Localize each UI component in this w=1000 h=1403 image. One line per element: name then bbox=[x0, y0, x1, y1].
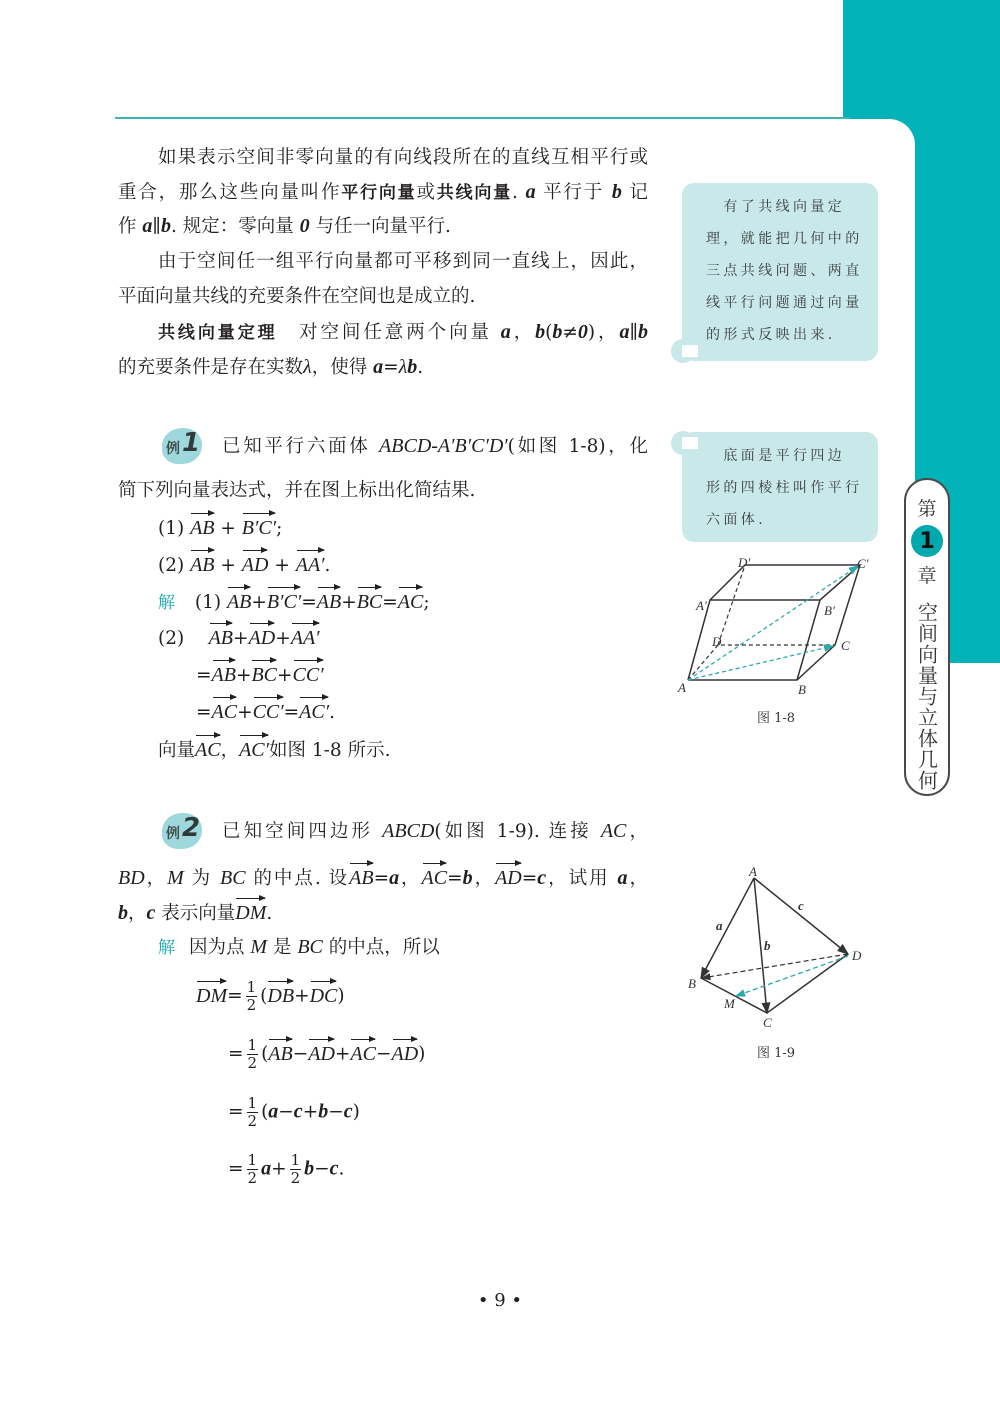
vector-symbol: AB bbox=[209, 623, 233, 651]
text-run: 因为点 bbox=[189, 937, 251, 958]
vector-symbol: AD bbox=[495, 863, 522, 891]
text-run: + bbox=[277, 665, 293, 686]
text-run: ， bbox=[510, 322, 536, 343]
text-line bbox=[196, 697, 726, 726]
chapter-number: 1 bbox=[911, 525, 943, 557]
note-line: 理，就能把几何中的 bbox=[706, 231, 863, 247]
vector-symbol: AB bbox=[190, 513, 214, 541]
text-line bbox=[158, 145, 648, 171]
text-run: + bbox=[251, 592, 267, 613]
text-run: (如图 1-8)，化 bbox=[507, 436, 648, 457]
text-run: ， bbox=[128, 903, 147, 924]
vector-symbol: AA′ bbox=[291, 623, 320, 651]
text-line bbox=[158, 550, 688, 579]
vector-symbol: B′C′ bbox=[267, 587, 301, 615]
math-symbol: b bbox=[611, 181, 622, 203]
note-pointer-icon bbox=[668, 336, 698, 366]
fraction-numerator: 1 bbox=[247, 1151, 258, 1169]
math-symbol: BD bbox=[118, 867, 145, 889]
text-run: = bbox=[521, 868, 538, 889]
text-line bbox=[158, 623, 688, 652]
vector-symbol: AC bbox=[422, 863, 448, 891]
vertex-label: A bbox=[749, 864, 757, 879]
text-line bbox=[228, 1152, 758, 1187]
text-run: = bbox=[447, 868, 463, 889]
text-run: 已知平行六面体 bbox=[222, 436, 380, 457]
vector-symbol: DC bbox=[310, 981, 338, 1009]
text-run: ， bbox=[144, 868, 168, 889]
math-symbol: c bbox=[146, 902, 156, 924]
text-run: 如图 1-8 所示. bbox=[269, 740, 391, 761]
text-run: = bbox=[228, 1158, 244, 1180]
text-run: = bbox=[383, 357, 399, 378]
vector-symbol: AB bbox=[190, 550, 214, 578]
text-line bbox=[222, 818, 648, 844]
math-symbol: a bbox=[373, 356, 384, 378]
text-run: 由于空间任一组平行向量都可平移到同一直线上，因此， bbox=[158, 251, 648, 272]
text-run: 记 bbox=[621, 182, 649, 203]
note-line: 六面体. bbox=[706, 512, 767, 528]
vertex-label: M bbox=[724, 996, 735, 1011]
text-run: )， bbox=[587, 322, 620, 343]
fraction-numerator: 1 bbox=[247, 1094, 258, 1112]
page-number: • 9 • bbox=[477, 1290, 523, 1311]
text-run: = bbox=[283, 702, 300, 723]
text-line bbox=[158, 513, 688, 542]
text-run: (1) bbox=[189, 592, 227, 613]
vertex-label: A bbox=[678, 680, 686, 695]
text-run: (2) bbox=[158, 555, 191, 576]
text-run: 作 bbox=[118, 216, 143, 237]
solution-label: 解 bbox=[158, 938, 175, 958]
text-run: ; bbox=[423, 592, 430, 613]
example-1-badge bbox=[160, 428, 206, 464]
text-run: + bbox=[334, 1043, 351, 1065]
text-run: = bbox=[196, 665, 212, 686]
vertex-label: A′ bbox=[696, 598, 707, 613]
text-run: = bbox=[196, 702, 212, 723]
text-line bbox=[158, 249, 648, 275]
vector-symbol: DM bbox=[196, 981, 227, 1009]
chapter-title: 空间向量与立体几何 bbox=[914, 602, 939, 791]
text-run: 表示向量 bbox=[155, 903, 236, 924]
text-line bbox=[196, 979, 726, 1014]
text-run: 对空间任意两个向量 bbox=[277, 322, 501, 343]
text-run: ; bbox=[276, 518, 283, 539]
text-run: (2) bbox=[158, 628, 209, 649]
text-run: (1) bbox=[158, 518, 191, 539]
math-symbol: b bbox=[462, 867, 473, 889]
text-run: + bbox=[233, 628, 249, 649]
text-run: 平面向量共线的充要条件在空间也是成立的. bbox=[118, 286, 476, 307]
example-number: 2 bbox=[182, 813, 201, 843]
text-run: = bbox=[227, 985, 243, 1007]
vector-symbol: AC bbox=[350, 1039, 376, 1067]
vertex-label: C bbox=[841, 638, 850, 653]
text-run: ∥ bbox=[152, 216, 161, 237]
math-symbol: λ bbox=[398, 356, 408, 378]
solution-label: 解 bbox=[158, 593, 175, 613]
text-run: 重合，那么这些向量叫作 bbox=[118, 182, 342, 203]
text-line bbox=[118, 354, 648, 381]
text-run: + bbox=[268, 555, 296, 576]
vector-symbol: AB bbox=[317, 587, 341, 615]
text-run: ，使得 bbox=[311, 357, 374, 378]
math-symbol: ABCD bbox=[382, 820, 435, 842]
note-pointer-icon bbox=[668, 428, 698, 458]
chapter-prefix: 第 bbox=[917, 498, 937, 520]
text-run: 平行于 bbox=[535, 182, 612, 203]
text-run: ( bbox=[545, 322, 553, 343]
text-run: + bbox=[214, 555, 242, 576]
text-run: . bbox=[417, 357, 424, 378]
text-run: = bbox=[301, 592, 317, 613]
margin-note-collinear bbox=[682, 183, 878, 361]
vector-symbol: CC′ bbox=[253, 697, 284, 725]
math-symbol: b bbox=[407, 356, 418, 378]
example-number: 1 bbox=[182, 428, 201, 458]
math-symbol: a bbox=[619, 321, 630, 343]
example-word: 例 bbox=[166, 826, 180, 842]
text-line bbox=[222, 433, 648, 459]
note-line: 底面是平行四边 bbox=[706, 448, 846, 464]
text-line bbox=[118, 863, 648, 889]
figure-caption: 图 1-8 bbox=[757, 711, 796, 726]
math-symbol: AC bbox=[600, 820, 627, 842]
math-symbol: M bbox=[250, 936, 268, 958]
text-line bbox=[228, 1037, 758, 1072]
text-run: + bbox=[271, 1158, 287, 1180]
text-run: 如果表示空间非零向量的有向线段所在的直线互相平行或 bbox=[158, 147, 648, 168]
fraction bbox=[247, 1152, 259, 1187]
math-symbol: M bbox=[167, 867, 184, 889]
fraction-denominator: 2 bbox=[290, 1169, 301, 1187]
note-line: 有了共线向量定 bbox=[706, 199, 846, 215]
math-symbol: a bbox=[525, 181, 536, 203]
text-run: ) bbox=[352, 1101, 360, 1123]
math-symbol: BC bbox=[297, 936, 323, 958]
example-word: 例 bbox=[166, 441, 180, 457]
vector-label: c bbox=[798, 898, 804, 913]
vector-symbol: AD bbox=[242, 550, 269, 578]
math-symbol: 0 bbox=[299, 215, 310, 237]
math-symbol: c bbox=[343, 1100, 353, 1123]
math-symbol: a bbox=[142, 215, 153, 237]
math-symbol: a bbox=[389, 867, 400, 889]
math-symbol: b bbox=[318, 1100, 329, 1123]
math-symbol: a bbox=[617, 867, 628, 889]
fraction bbox=[246, 979, 258, 1014]
text-run: + bbox=[275, 628, 291, 649]
bold-term: 平行向量 bbox=[341, 183, 417, 203]
vertex-label: D′ bbox=[738, 555, 751, 570]
fraction bbox=[290, 1152, 302, 1187]
text-run: + bbox=[302, 1101, 319, 1123]
note-line: 三点共线问题、两直 bbox=[706, 263, 863, 279]
text-run: + bbox=[237, 702, 253, 723]
vector-symbol: AD bbox=[249, 623, 276, 651]
text-run: ， bbox=[220, 740, 240, 761]
text-run: . bbox=[324, 555, 331, 576]
text-run: 已知空间四边形 bbox=[222, 821, 383, 842]
text-run: ( bbox=[260, 985, 268, 1007]
vector-label: a bbox=[716, 918, 723, 933]
text-run: . bbox=[338, 1158, 345, 1180]
text-run: 是 bbox=[267, 937, 298, 958]
figure-1-8-parallelepiped bbox=[670, 550, 880, 710]
text-run: . bbox=[512, 182, 526, 203]
math-symbol: b bbox=[118, 902, 128, 924]
text-line bbox=[118, 898, 648, 927]
text-run: − bbox=[328, 1101, 344, 1123]
vector-symbol: BC bbox=[357, 587, 383, 615]
math-symbol: 0 bbox=[577, 321, 588, 343]
vector-symbol: AB bbox=[268, 1039, 292, 1067]
note-line: 线平行问题通过向量 bbox=[706, 295, 863, 311]
example-2-badge bbox=[160, 813, 206, 849]
text-run: . bbox=[266, 903, 273, 924]
text-run: 简下列向量表达式，并在图上标出化简结果. bbox=[118, 480, 476, 501]
text-line bbox=[228, 1095, 758, 1130]
math-symbol: b bbox=[535, 321, 546, 343]
text-run: + bbox=[214, 518, 242, 539]
math-symbol: b bbox=[160, 215, 171, 237]
bold-term: 共线向量定理 bbox=[158, 323, 278, 343]
text-run: ≠ bbox=[562, 322, 578, 343]
vector-symbol: AB bbox=[212, 660, 236, 688]
text-run: ，试用 bbox=[546, 868, 618, 889]
text-run: ) bbox=[418, 1043, 426, 1065]
note-line: 形的四棱柱叫作平行 bbox=[706, 480, 863, 496]
text-line bbox=[158, 587, 688, 616]
bold-term: 共线向量 bbox=[436, 183, 512, 203]
text-run: . 规定：零向量 bbox=[170, 216, 300, 237]
fraction-numerator: 1 bbox=[246, 978, 257, 996]
vector-symbol: AB bbox=[227, 587, 251, 615]
vector-symbol: DM bbox=[235, 898, 266, 926]
math-symbol: b bbox=[552, 321, 563, 343]
text-run: ， bbox=[472, 868, 496, 889]
vertex-label: C bbox=[763, 1015, 772, 1030]
fraction-numerator: 1 bbox=[247, 1036, 258, 1054]
vector-label: b bbox=[764, 938, 771, 953]
fraction-denominator: 2 bbox=[247, 1054, 258, 1072]
text-run: 与任一向量平行. bbox=[309, 216, 451, 237]
text-run: + bbox=[341, 592, 357, 613]
math-symbol: b bbox=[638, 321, 649, 343]
vertex-label: D bbox=[712, 634, 722, 649]
figure-caption: 图 1-9 bbox=[757, 1046, 796, 1061]
text-run: − bbox=[375, 1043, 392, 1065]
text-run: . bbox=[329, 702, 335, 723]
vector-symbol: CC′ bbox=[293, 660, 324, 688]
text-run: 或 bbox=[416, 182, 437, 203]
fraction bbox=[247, 1095, 259, 1130]
text-line bbox=[158, 319, 648, 345]
text-run: ( bbox=[261, 1101, 269, 1123]
text-run: ， bbox=[627, 868, 648, 889]
math-symbol: λ bbox=[303, 356, 312, 378]
vector-symbol: AD bbox=[392, 1039, 419, 1067]
text-run: − bbox=[292, 1043, 309, 1065]
text-run: ， bbox=[399, 868, 422, 889]
header-rule bbox=[115, 117, 850, 119]
text-line bbox=[118, 284, 648, 310]
text-run: = bbox=[382, 592, 398, 613]
text-run: ) bbox=[337, 985, 345, 1007]
text-line bbox=[158, 934, 688, 961]
math-symbol: a bbox=[500, 321, 511, 343]
text-run: − bbox=[278, 1101, 294, 1123]
vector-symbol: AC bbox=[212, 697, 238, 725]
text-run: ∥ bbox=[629, 322, 639, 343]
text-line bbox=[196, 660, 726, 689]
math-symbol: c bbox=[537, 867, 547, 889]
text-run: (如图 1-9). 连接 bbox=[434, 821, 601, 842]
text-run: + bbox=[294, 985, 310, 1007]
text-line bbox=[118, 179, 648, 205]
text-run: ， bbox=[626, 821, 648, 842]
math-symbol: a bbox=[261, 1157, 272, 1180]
fraction-denominator: 2 bbox=[247, 1169, 258, 1187]
margin-note-parallelepiped bbox=[682, 432, 878, 542]
vertex-label: B bbox=[798, 682, 806, 697]
fraction-denominator: 2 bbox=[246, 996, 257, 1014]
text-line bbox=[158, 735, 688, 764]
vector-symbol: DB bbox=[267, 981, 294, 1009]
text-line bbox=[118, 478, 648, 504]
vertex-label: C′ bbox=[857, 556, 869, 571]
text-run: = bbox=[228, 1101, 244, 1123]
text-line bbox=[118, 213, 648, 240]
vector-symbol: AC bbox=[195, 735, 221, 763]
math-symbol: a bbox=[268, 1100, 279, 1123]
math-symbol: c bbox=[293, 1100, 303, 1123]
text-run: 的中点，所以 bbox=[322, 937, 440, 958]
vector-symbol: AB bbox=[349, 863, 373, 891]
text-run: = bbox=[373, 868, 390, 889]
text-run: 的充要条件是存在实数 bbox=[118, 357, 304, 378]
vector-symbol: AC′ bbox=[239, 735, 269, 763]
vector-symbol: AC′ bbox=[299, 697, 329, 725]
vector-symbol: BC bbox=[251, 660, 277, 688]
math-symbol: c bbox=[329, 1157, 339, 1180]
note-line: 的形式反映出来. bbox=[706, 327, 836, 343]
fraction-numerator: 1 bbox=[290, 1151, 301, 1169]
chapter-suffix: 章 bbox=[917, 565, 937, 587]
fraction bbox=[247, 1037, 259, 1072]
math-symbol: BC bbox=[220, 867, 246, 889]
figure-1-9-space-quadrilateral bbox=[680, 860, 880, 1030]
chapter-tab bbox=[904, 478, 950, 796]
math-symbol: b bbox=[304, 1157, 315, 1180]
text-run: 的中点. 设 bbox=[245, 868, 350, 889]
fraction-denominator: 2 bbox=[247, 1112, 258, 1130]
text-run: ( bbox=[261, 1043, 269, 1065]
vertex-label: B′ bbox=[824, 603, 835, 618]
vector-symbol: AA′ bbox=[296, 550, 325, 578]
text-run: − bbox=[314, 1158, 330, 1180]
vector-symbol: AD bbox=[308, 1039, 335, 1067]
text-run: 向量 bbox=[158, 740, 196, 761]
text-run: = bbox=[228, 1043, 244, 1065]
math-symbol: ABCD-A′B′C′D′ bbox=[379, 435, 508, 457]
vector-symbol: B′C′ bbox=[242, 513, 276, 541]
vertex-label: D bbox=[852, 948, 862, 963]
vector-symbol: AC bbox=[398, 587, 424, 615]
vertex-label: B bbox=[688, 976, 696, 991]
text-run: + bbox=[235, 665, 252, 686]
text-run: 为 bbox=[183, 868, 221, 889]
